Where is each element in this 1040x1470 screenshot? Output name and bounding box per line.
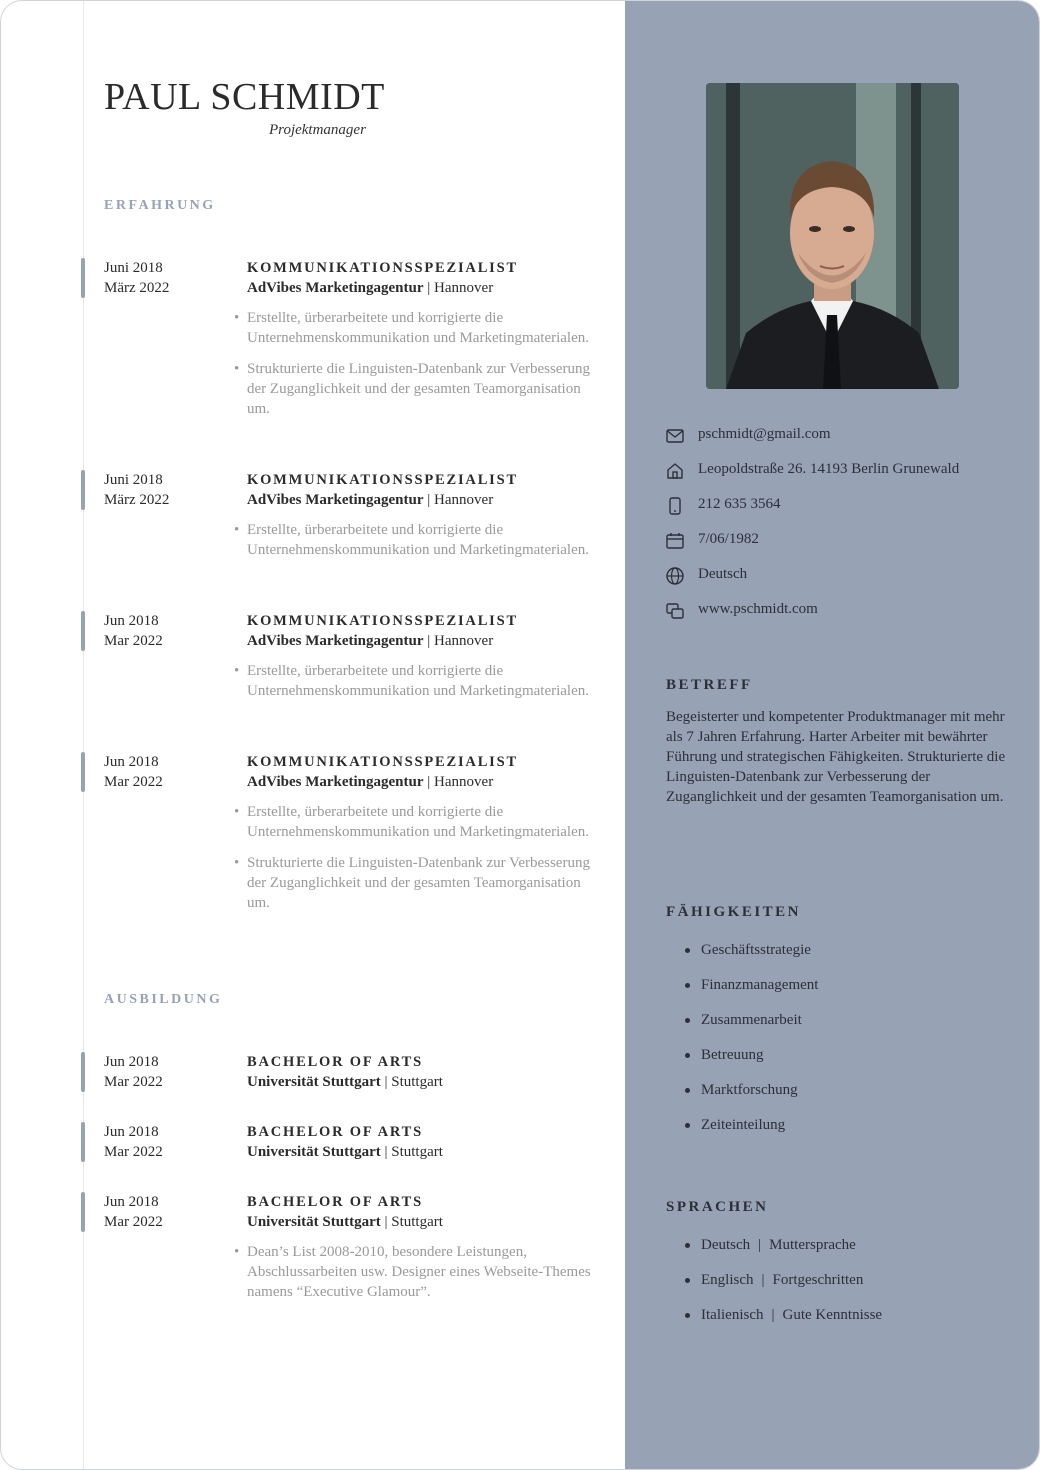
bullet-item: • Dean’s List 2008-2010, besondere Leistungen, Abschlussarbeiten usw. Designer eines Webseite-Themes namens “Executive Glamour”. (234, 1244, 591, 1300)
date-end: Mar 2022 (104, 774, 163, 790)
profile-photo (706, 83, 959, 389)
date-end: Mar 2022 (104, 633, 163, 649)
section-title-languages: SPRACHEN (666, 1199, 769, 1215)
skill-item: Geschäftsstrategie (685, 940, 818, 975)
skill-item: Betreuung (685, 1045, 818, 1080)
job-company: AdVibes Marketingagentur | Hannover (247, 492, 494, 508)
date-start: Jun 2018 (104, 613, 159, 629)
job-title: KOMMUNIKATIONSSPEZIALIST (247, 613, 518, 629)
entry-marker (81, 752, 85, 792)
contact-website[interactable] (665, 600, 1025, 622)
entry-dates (104, 258, 169, 298)
entry-dates (104, 1192, 163, 1232)
language-item: Deutsch | Muttersprache (685, 1235, 882, 1270)
contact-email[interactable] (665, 425, 1025, 447)
date-end: März 2022 (104, 492, 170, 508)
skills-list (685, 940, 818, 1150)
section-title-summary: BETREFF (666, 677, 753, 693)
contact-nationality-text: Deutsch (698, 566, 748, 582)
contact-phone-text: 212 635 3564 (698, 496, 781, 512)
school-name: Universität Stuttgart | Stuttgart (247, 1144, 443, 1160)
degree-title: BACHELOR OF ARTS (247, 1124, 424, 1140)
summary-text: Begeisterter und kompetenter Produktmanager mit mehr als 7 Jahren Erfahrung. Harter Arbeiter mit bewährter Führung und strategischen Fähigkeiten. Strukturierte die Linguisten-Datenbank zur Verbesserung der Zuganglichkeit und der gesamten Teamorganisation um. (666, 709, 1006, 805)
job-title: KOMMUNIKATIONSSPEZIALIST (247, 472, 518, 488)
contact-email-text: pschmidt@gmail.com (698, 426, 831, 442)
candidate-role: Projektmanager (269, 122, 366, 138)
date-start: Juni 2018 (104, 472, 163, 488)
entry-dates (104, 1122, 163, 1162)
phone-icon (665, 496, 685, 516)
date-end: Mar 2022 (104, 1214, 163, 1230)
date-start: Jun 2018 (104, 1194, 159, 1210)
section-title-education: AUSBILDUNG (104, 992, 223, 1007)
entry-dates (104, 1052, 163, 1092)
date-start: Jun 2018 (104, 754, 159, 770)
job-company: AdVibes Marketingagentur | Hannover (247, 280, 494, 296)
entry-marker (81, 258, 85, 298)
skill-item: Zusammenarbeit (685, 1010, 818, 1045)
mail-icon (665, 426, 685, 446)
home-icon (665, 461, 685, 481)
bullet-item: • Strukturierte die Linguisten-Datenbank zur Verbesserung der Zuganglichkeit und der gesamten Teamorganisation um. (234, 361, 590, 417)
school-name: Universität Stuttgart | Stuttgart (247, 1074, 443, 1090)
skill-item: Marktforschung (685, 1080, 818, 1115)
bullet-item: • Erstellte, ürberarbeitete und korrigierte die Unternehmenskommunikation und Marketingmaterialen. (234, 310, 589, 346)
date-start: Juni 2018 (104, 260, 163, 276)
contact-address-text: Leopoldstraße 26. 14193 Berlin Grunewald (698, 461, 960, 477)
entry-dates (104, 470, 169, 510)
candidate-name: PAUL SCHMIDT (104, 76, 385, 118)
date-end: Mar 2022 (104, 1144, 163, 1160)
entry-marker (81, 1192, 85, 1232)
degree-title: BACHELOR OF ARTS (247, 1054, 424, 1070)
section-title-skills: FÄHIGKEITEN (666, 904, 802, 920)
language-item: Italienisch | Gute Kenntnisse (685, 1305, 882, 1340)
bullet-item: • Strukturierte die Linguisten-Datenbank zur Verbesserung der Zuganglichkeit und der gesamten Teamorganisation um. (234, 855, 590, 911)
calendar-icon (665, 531, 685, 551)
contact-website-text: www.pschmidt.com (698, 601, 818, 617)
contact-birthdate-text: 7/06/1982 (698, 531, 759, 547)
column-divider (83, 1, 84, 1469)
entry-dates (104, 752, 163, 792)
link-icon (665, 601, 685, 621)
entry-dates (104, 611, 163, 651)
date-start: Jun 2018 (104, 1054, 159, 1070)
job-company: AdVibes Marketingagentur | Hannover (247, 633, 494, 649)
skill-item: Finanzmanagement (685, 975, 818, 1010)
globe-icon (665, 566, 685, 586)
skill-item: Zeiteinteilung (685, 1115, 818, 1150)
date-end: März 2022 (104, 280, 170, 296)
contact-birthdate (665, 530, 1025, 552)
date-start: Jun 2018 (104, 1124, 159, 1140)
date-end: Mar 2022 (104, 1074, 163, 1090)
section-title-experience: ERFAHRUNG (104, 198, 216, 213)
job-title: KOMMUNIKATIONSSPEZIALIST (247, 260, 518, 276)
contact-phone[interactable] (665, 495, 1025, 517)
school-name: Universität Stuttgart | Stuttgart (247, 1214, 443, 1230)
bullet-item: • Erstellte, ürberarbeitete und korrigierte die Unternehmenskommunikation und Marketingmaterialen. (234, 522, 589, 558)
job-company: AdVibes Marketingagentur | Hannover (247, 774, 494, 790)
entry-marker (81, 1122, 85, 1162)
degree-title: BACHELOR OF ARTS (247, 1194, 424, 1210)
bullet-item: • Erstellte, ürberarbeitete und korrigierte die Unternehmenskommunikation und Marketingmaterialen. (234, 804, 589, 840)
contact-nationality (665, 565, 1025, 587)
contact-address (665, 460, 1025, 482)
entry-marker (81, 470, 85, 510)
languages-list (685, 1235, 882, 1340)
language-item: Englisch | Fortgeschritten (685, 1270, 882, 1305)
portrait-illustration (706, 83, 959, 389)
entry-marker (81, 611, 85, 651)
bullet-item: • Erstellte, ürberarbeitete und korrigierte die Unternehmenskommunikation und Marketingmaterialen. (234, 663, 589, 699)
job-title: KOMMUNIKATIONSSPEZIALIST (247, 754, 518, 770)
entry-marker (81, 1052, 85, 1092)
